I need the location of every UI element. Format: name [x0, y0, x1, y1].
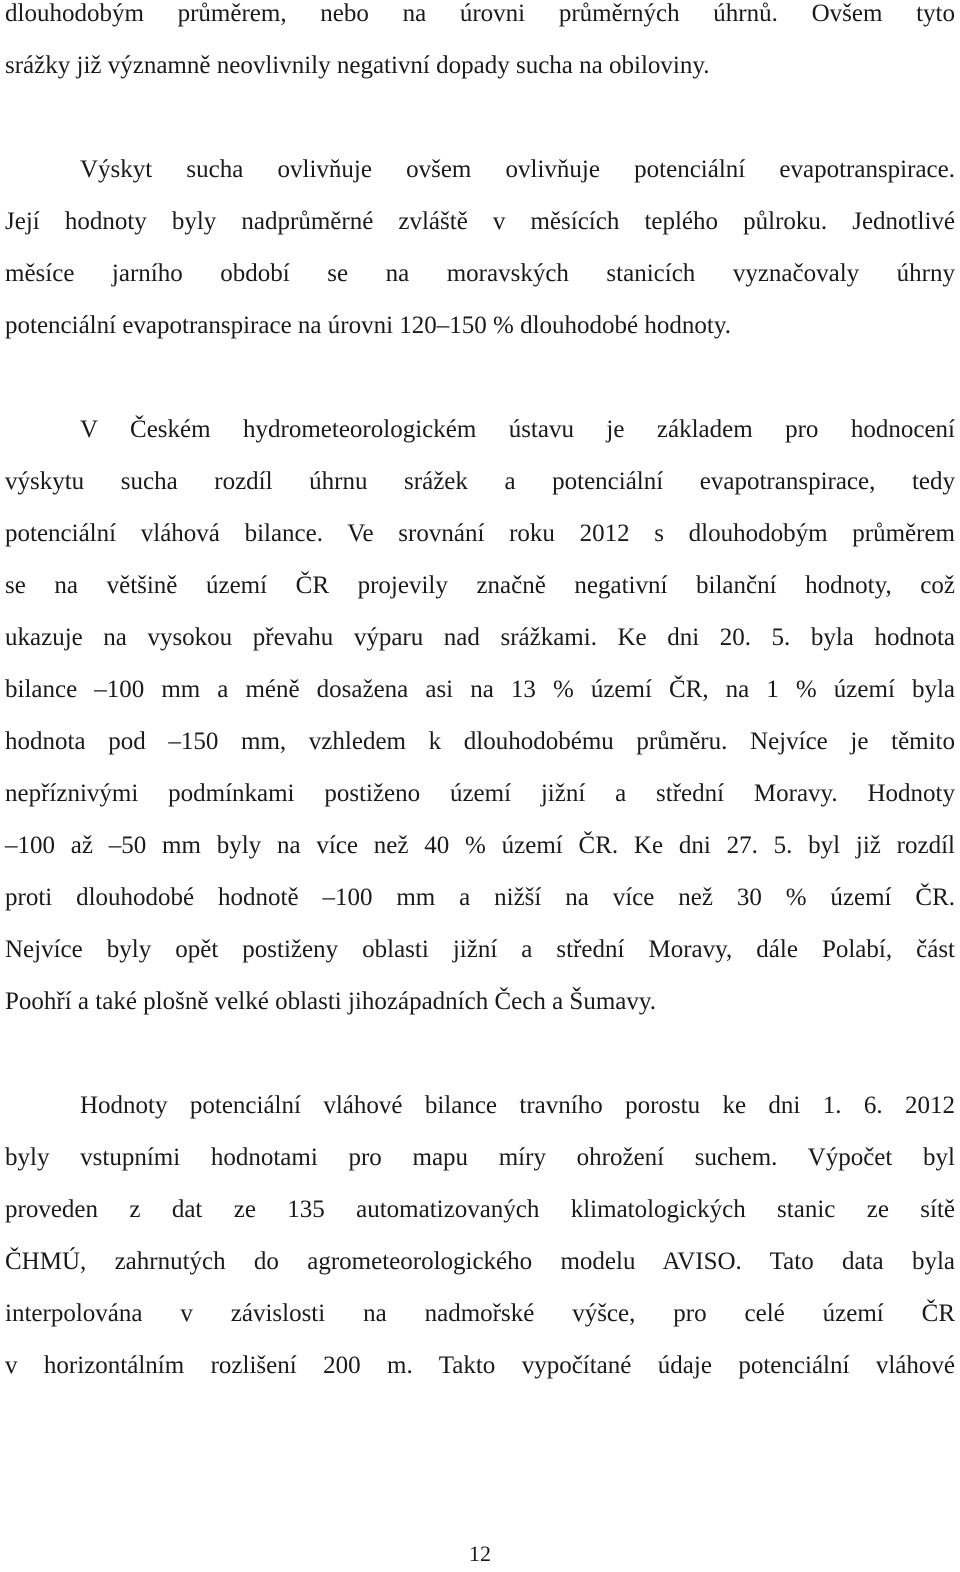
text-line: ČHMÚ, zahrnutých do agrometeorologického modelu AVISO. Tato data byla — [5, 1248, 955, 1275]
text-line: hodnota pod –150 mm, vzhledem k dlouhodobému průměru. Nejvíce je těmito — [5, 728, 955, 755]
text-line: měsíce jarního období se na moravských stanicích vyznačovaly úhrny — [5, 260, 955, 287]
text-line: bilance –100 mm a méně dosažena asi na 13 % území ČR, na 1 % území byla — [5, 676, 955, 703]
paragraph-2 — [5, 144, 955, 352]
text-line: Poohří a také plošně velké oblasti jihozápadních Čech a Šumavy. — [5, 988, 656, 1015]
text-line: srážky již významně neovlivnily negativní dopady sucha na obiloviny. — [5, 52, 710, 79]
text-line: byly vstupními hodnotami pro mapu míry ohrožení suchem. Výpočet byl — [5, 1144, 955, 1171]
text-line: Její hodnoty byly nadprůměrné zvláště v měsících teplého půlroku. Jednotlivé — [5, 208, 955, 235]
text-line: výskytu sucha rozdíl úhrnu srážek a potenciální evapotranspirace, tedy — [5, 468, 955, 495]
text-line: se na většině území ČR projevily značně negativní bilanční hodnoty, což — [5, 572, 955, 599]
text-line: ukazuje na vysokou převahu výparu nad srážkami. Ke dni 20. 5. byla hodnota — [5, 624, 955, 651]
text-line: v horizontálním rozlišení 200 m. Takto vypočítané údaje potenciální vláhové — [5, 1352, 955, 1379]
paragraph-4 — [5, 1080, 955, 1392]
text-line: interpolována v závislosti na nadmořské výšce, pro celé území ČR — [5, 1300, 955, 1327]
text-line: Nejvíce byly opět postiženy oblasti jižní a střední Moravy, dále Polabí, část — [5, 936, 955, 963]
text-line: –100 až –50 mm byly na více než 40 % území ČR. Ke dni 27. 5. byl již rozdíl — [5, 832, 955, 859]
text-line: Výskyt sucha ovlivňuje ovšem ovlivňuje potenciální evapotranspirace. — [80, 156, 955, 183]
text-line: proveden z dat ze 135 automatizovaných klimatologických stanic ze sítě — [5, 1196, 955, 1223]
text-line: Hodnoty potenciální vláhové bilance travního porostu ke dni 1. 6. 2012 — [80, 1092, 955, 1119]
text-line: potenciální evapotranspirace na úrovni 120–150 % dlouhodobé hodnoty. — [5, 312, 731, 339]
text-line: proti dlouhodobé hodnotě –100 mm a nižší na více než 30 % území ČR. — [5, 884, 955, 911]
page-number: 12 — [469, 1541, 491, 1566]
text-line: dlouhodobým průměrem, nebo na úrovni průměrných úhrnů. Ovšem tyto — [5, 0, 955, 27]
text-line: V Českém hydrometeorologickém ústavu je základem pro hodnocení — [80, 416, 955, 443]
text-line: nepříznivými podmínkami postiženo území jižní a střední Moravy. Hodnoty — [5, 780, 955, 807]
paragraph-1 — [5, 0, 955, 92]
paragraph-3 — [5, 404, 955, 1028]
text-line: potenciální vláhová bilance. Ve srovnání roku 2012 s dlouhodobým průměrem — [5, 520, 955, 547]
